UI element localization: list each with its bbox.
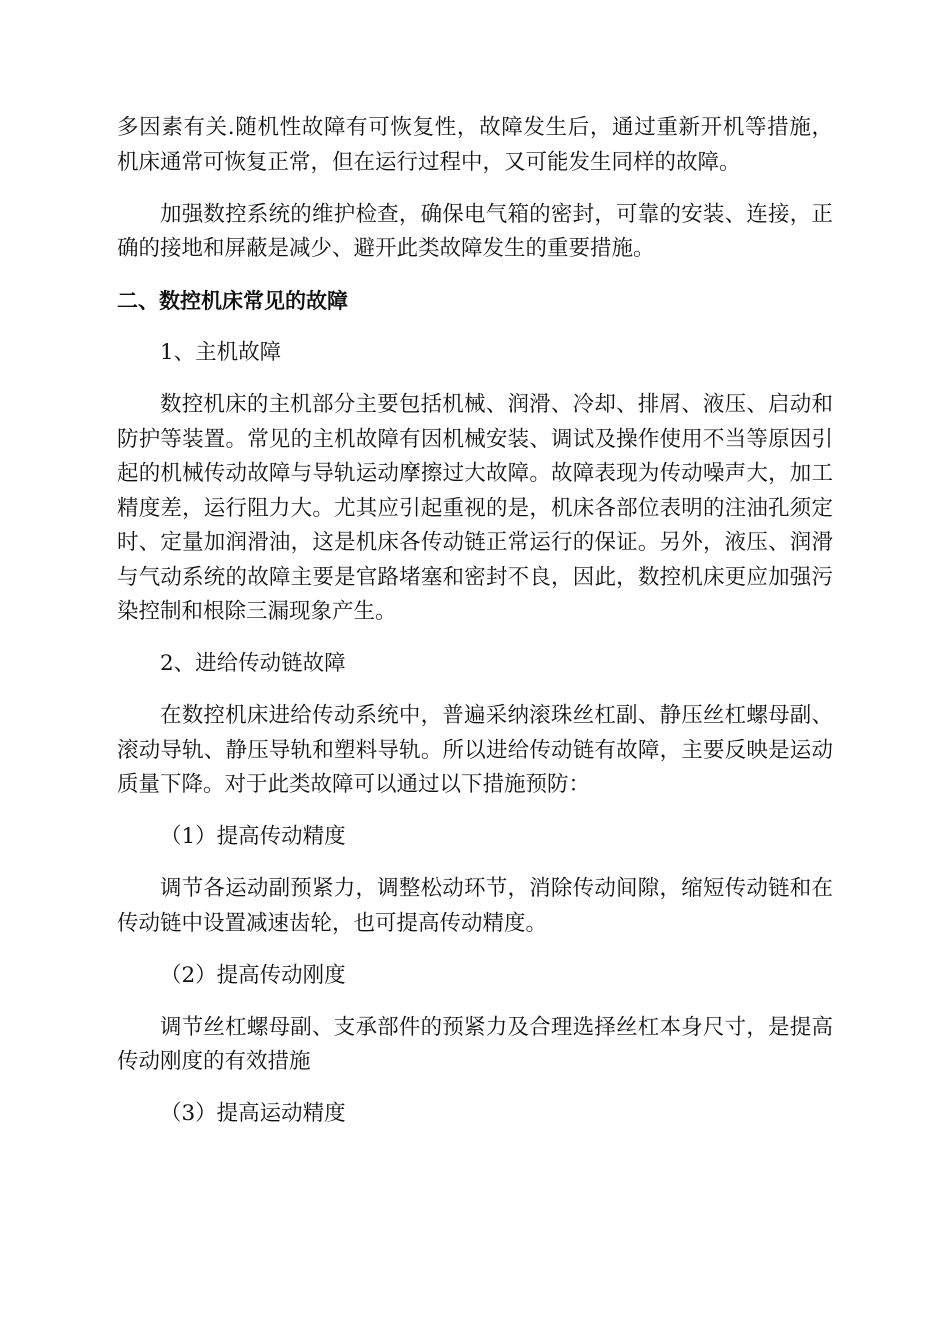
paragraph-maintenance: 加强数控系统的维护检查，确保电气箱的密封，可靠的安装、连接，正确的接地和屏蔽是减少、避开此类故障发生的重要措施。 [117, 201, 833, 261]
paragraph-feed-chain: 在数控机床进给传动系统中，普遍采纳滚珠丝杠副、静压丝杠螺母副、滚动导轨、静压导轨和塑料导轨。所以进给传动链有故障，主要反映是运动质量下降。对于此类故障可以通过以下措施预防： [117, 703, 833, 797]
subheading-feed-chain: 2、进给传动链故障 [160, 651, 346, 676]
subheading-main-fault: 1、主机故障 [160, 340, 282, 365]
document-page [117, 111, 833, 1149]
paragraph-stiffness: 调节丝杠螺母副、支承部件的预紧力及合理选择丝杠本身尺寸，是提高传动刚度的有效措施 [117, 1014, 833, 1074]
paragraph-random-fault: 多因素有关.随机性故障有可恢复性，故障发生后，通过重新开机等措施，机床通常可恢复正常，但在运行过程中，又可能发生同样的故障。 [117, 115, 833, 175]
subheading-stiffness: （2）提高传动刚度 [160, 962, 346, 988]
paragraph-precision: 调节各运动副预紧力，调整松动环节，消除传动间隙，缩短传动链和在传动链中设置减速齿轮，也可提高传动精度。 [117, 876, 833, 936]
section-heading-common-faults: 二、数控机床常见的故障 [117, 289, 348, 313]
subheading-motion-precision: （3）提高运动精度 [160, 1101, 346, 1126]
subheading-precision: （1）提高传动精度 [160, 824, 346, 849]
paragraph-main-fault: 数控机床的主机部分主要包括机械、润滑、冷却、排屑、液压、启动和防护等装置。常见的主机故障有因机械安装、调试及操作使用不当等原因引起的机械传动故障与导轨运动摩擦过大故障。故障表现为传动噪声大，加工精度差，运行阻力大。尤其应引起重视的是，机床各部位表明的注油孔须定时、定量加润滑油，这是机床各传动链正常运行的保证。另外，液压、润滑与气动系统的故障主要是官路堵塞和密封不良，因此，数控机床更应加强污染控制和根除三漏现象产生。 [117, 392, 833, 624]
